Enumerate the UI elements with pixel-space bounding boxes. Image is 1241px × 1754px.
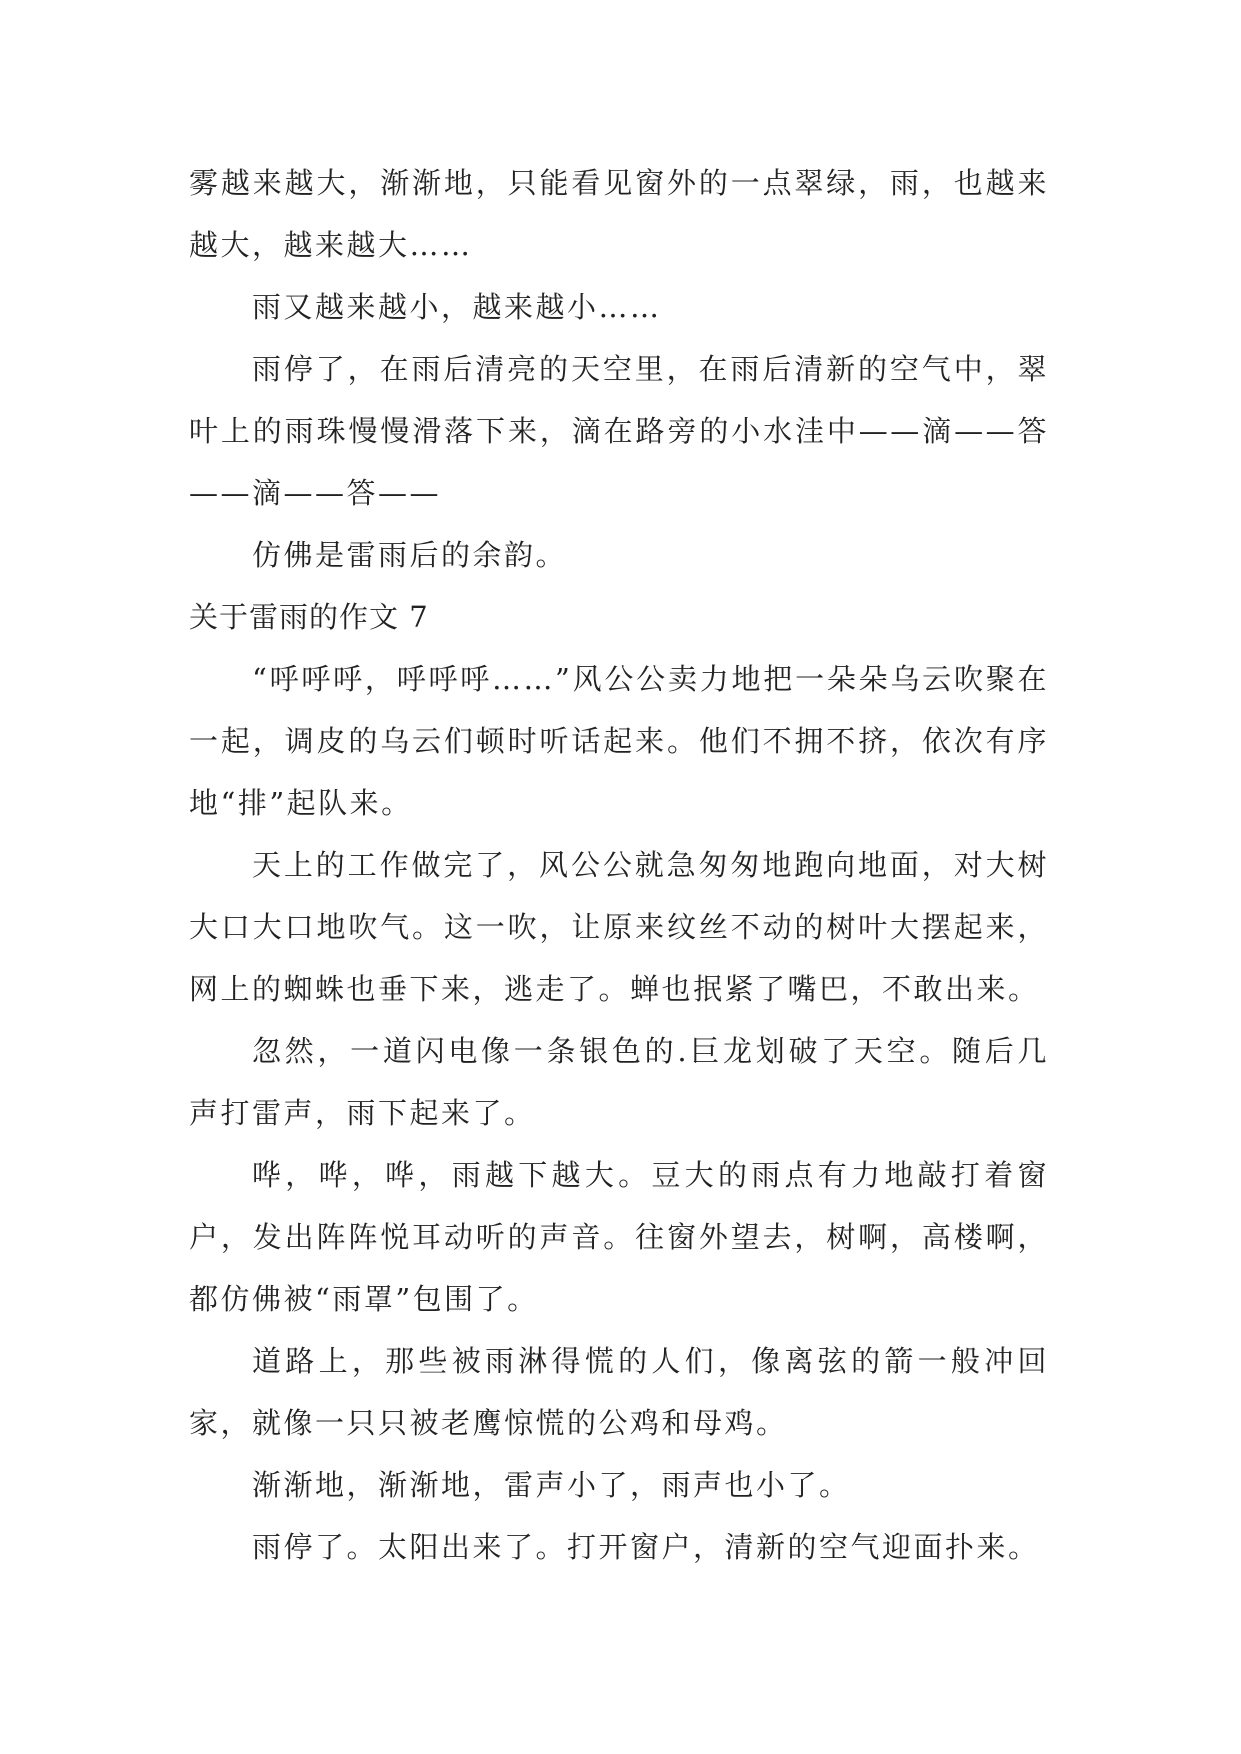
paragraph-rain-smaller: 雨又越来越小，越来越小……	[252, 290, 662, 324]
paragraph-heavy-rain: 哗，哗，哗，雨越下越大。豆大的雨点有力地敲打着窗户，发出阵阵悦耳动听的声音。往窗外望去，树啊，高楼啊，都仿佛被“雨罩”包围了。	[189, 1158, 1049, 1316]
essay-title: 关于雷雨的作文 7	[189, 600, 429, 634]
paragraph-people-running: 道路上，那些被雨淋得慌的人们，像离弦的箭一般冲回家，就像一只只被老鹰惊慌的公鸡和母鸡。	[189, 1344, 1049, 1440]
paragraph-wind-clouds: “呼呼呼，呼呼呼……”风公公卖力地把一朵朵乌云吹聚在一起，调皮的乌云们顿时听话起来。他们不拥不挤，依次有序地“排”起队来。	[189, 662, 1049, 820]
paragraph-lightning: 忽然，一道闪电像一条银色的.巨龙划破了天空。随后几声打雷声，雨下起来了。	[189, 1034, 1049, 1130]
paragraph-thunder-fading: 渐渐地，渐渐地，雷声小了，雨声也小了。	[252, 1468, 851, 1502]
paragraph-wind-ground: 天上的工作做完了，风公公就急匆匆地跑向地面，对大树大口大口地吹气。这一吹，让原来纹丝不动的树叶大摆起来，网上的蜘蛛也垂下来，逃走了。蝉也抿紧了嘴巴，不敢出来。	[189, 848, 1049, 1006]
paragraph-rain-stopped: 雨停了，在雨后清亮的天空里，在雨后清新的空气中，翠叶上的雨珠慢慢滑落下来，滴在路旁的小水洼中——滴——答——滴——答——	[189, 352, 1049, 510]
paragraph-afterglow: 仿佛是雷雨后的余韵。	[252, 538, 568, 572]
document-body	[189, 152, 1049, 1578]
paragraph-fog: 雾越来越大，渐渐地，只能看见窗外的一点翠绿，雨，也越来越大，越来越大……	[189, 166, 1049, 262]
paragraph-sun-out: 雨停了。太阳出来了。打开窗户，清新的空气迎面扑来。	[252, 1530, 1040, 1564]
